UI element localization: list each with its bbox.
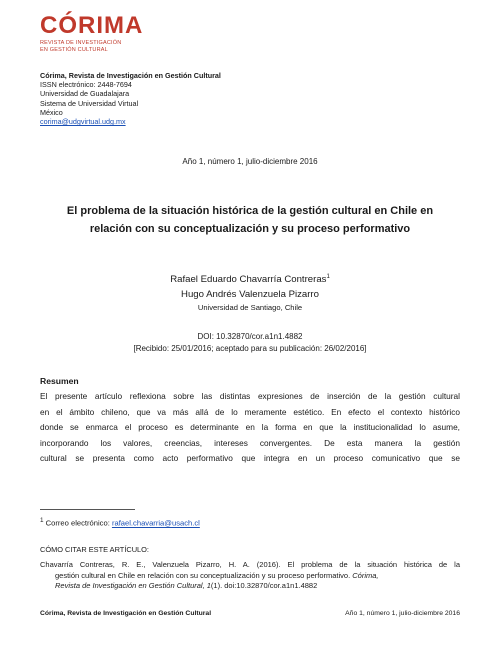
author-affiliation: Universidad de Santiago, Chile [197,303,303,313]
citation-line3 [40,581,460,592]
received-dates: [Recibido: 25/01/2016; aceptado para su publicación: 26/02/2016] [133,344,367,353]
citation-line2-text: gestión cultural en Chile en relación con su conceptualización y su proceso performativo. [55,570,351,580]
citation-journal-b: Revista de Investigación en Gestión Cultural, 1 [55,581,211,590]
citation-doi: (1). doi:10.32870/cor.a1n1.4882 [210,581,318,590]
citation-text [40,560,460,592]
journal-country: México [40,107,63,117]
journal-info [40,71,221,126]
article-meta [0,331,500,355]
journal-title: Córima, Revista de Investigación en Gestión Cultural [40,71,221,80]
citation-journal-a: Córima, [352,570,379,580]
journal-logo [40,12,144,54]
issue-line: Año 1, número 1, julio-diciembre 2016 [182,157,318,166]
citation-line1: Chavarría Contreras, R. E., Valenzuela Pizarro, H. A. (2016). El problema de la situación histórica de la [40,560,460,569]
article-title-line2: relación con su conceptualización y su proceso performativo [89,223,411,235]
logo-subtitle-line1: REVISTA DE INVESTIGACIÓN [40,40,122,46]
authors-block [0,270,500,313]
footnote-email-link[interactable]: rafael.chavarria@usach.cl [111,518,200,528]
footer-issue: Año 1, número 1, julio-diciembre 2016 [345,610,460,617]
article-title [40,202,460,238]
journal-email-link[interactable]: corima@udgvirtual.udg.mx [40,117,126,127]
journal-system: Sistema de Universidad Virtual [40,98,139,108]
journal-university: Universidad de Guadalajara [40,89,130,99]
author-1-name: Rafael Eduardo Chavarría Contreras [170,274,327,286]
author-2: Hugo Andrés Valenzuela Pizarro [181,289,319,301]
logo-subtitle-line2: EN GESTIÓN CULTURAL [40,47,108,53]
footnote [40,517,200,528]
citation-heading: CÓMO CITAR ESTE ARTÍCULO: [40,545,149,554]
article-title-line1: El problema de la situación histórica de la gestión cultural en Chile en [66,205,434,217]
footnote-label: Correo electrónico: [45,518,110,528]
abstract-line: incorporando los valores, creencias, intereses convergentes. De esta manera la gestión [40,437,460,448]
author-1-footnote-mark[interactable]: 1 [326,274,330,280]
author-1 [0,270,500,287]
footnote-divider [40,509,135,510]
abstract-line: cultural se presenta como acto performativo que integra en un proceso comunicativo que se [40,453,460,463]
journal-issn: ISSN electrónico: 2448-7694 [40,80,132,90]
doi: DOI: 10.32870/cor.a1n1.4882 [197,332,303,341]
logo-wordmark: CÓRIMA [40,12,144,39]
footer-journal: Córima, Revista de Investigación en Gestión Cultural [40,610,212,617]
citation-line2 [40,571,460,582]
footnote-mark: 1 [40,517,44,524]
abstract-line: en el ámbito chileno, que va más allá de lo meramente estético. En efecto el contexto histórico [40,406,460,417]
abstract-line: El presente artículo reflexiona sobre las distintas expresiones de inserción de la gestión cultural [40,391,460,401]
abstract-line: donde se enmarca el proceso es determinante en la forma en que la institucionalidad lo asume, [40,422,460,432]
logo-subtitle [40,40,140,54]
abstract-heading: Resumen [40,376,79,386]
abstract-body [40,389,460,467]
